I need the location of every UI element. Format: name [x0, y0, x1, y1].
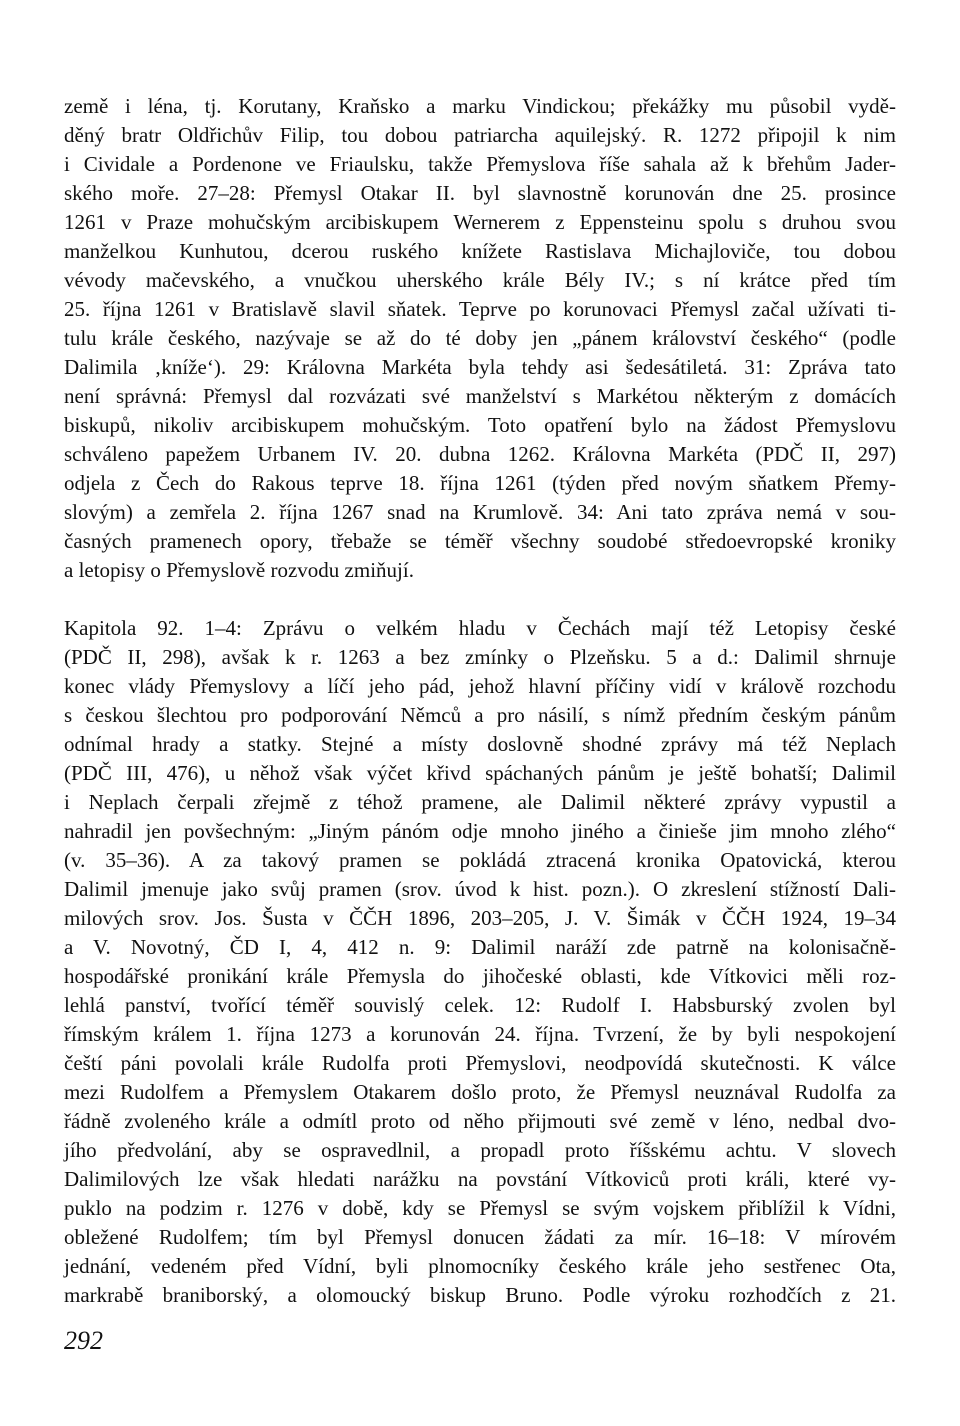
text-line: schváleno papežem Urbanem IV. 20. dubna 1262. Královna Markéta (PDČ II, 297): [64, 442, 896, 466]
text-line: vévody mačevského, a vnučkou uherského krále Bély IV.; s ní krátce před tím: [64, 268, 896, 292]
chapter-heading-line: Kapitola 92. 1–4: Zprávu o velkém hladu v Čechách mají též Letopisy české: [64, 616, 896, 640]
text-line: není správná: Přemysl dal rozvázati své manželství s Markétou některým z domácích: [64, 384, 896, 408]
paragraph-chapter-92-notes: [64, 614, 896, 1310]
text-line: milových srov. Jos. Šusta v ČČH 1896, 203–205, J. V. Šimák v ČČH 1924, 19–34: [64, 906, 896, 930]
text-line: lehlá panství, tvořící téměř souvislý celek. 12: Rudolf I. Habsburský zvolen byl: [64, 993, 896, 1017]
text-line: země i léna, tj. Korutany, Kraňsko a marku Vindickou; překážky mu působil vydě-: [64, 94, 896, 118]
text-line: časných pramenech opory, třebaže se téměř všechny soudobé středoevropské kroniky: [64, 529, 896, 553]
paragraph-chapter-91-notes: [64, 92, 896, 585]
text-line: odjela z Čech do Rakous teprve 18. října 1261 (týden před novým sňatkem Přemy-: [64, 471, 896, 495]
text-line: jího předvolání, aby se ospravedlnil, a propadl proto říšskému achtu. V slovech: [64, 1138, 896, 1162]
text-line: konec vlády Přemyslovy a líčí jeho pád, jehož hlavní příčiny vidí v králově rozchodu: [64, 674, 896, 698]
text-line: nahradil jen povšechným: „Jiným pánóm odje mnoho jiného a činieše jim mnoho zlého“: [64, 819, 896, 843]
text-line: slovým) a zemřela 2. října 1267 snad na Krumlově. 34: Ani tato zpráva nemá v sou-: [64, 500, 896, 524]
body-text: [64, 92, 896, 1310]
text-line: řádně zvoleného krále a odmítl proto od něho přijmouti své země v léno, nedbal dvo-: [64, 1109, 896, 1133]
text-line: mezi Rudolfem a Přemyslem Otakarem došlo proto, že Přemysl neuznával Rudolfa za: [64, 1080, 896, 1104]
text-line: puklo na podzim r. 1276 v době, kdy se Přemysl se svým vojskem přiblížil k Vídni,: [64, 1196, 896, 1220]
text-line: hospodářské pronikání krále Přemysla do jihočeské oblasti, kde Vítkovici měli roz-: [64, 964, 896, 988]
text-line: 1261 v Praze mohučským arcibiskupem Wernerem z Eppensteinu spolu s druhou svou: [64, 210, 896, 234]
text-line: (v. 35–36). A za takový pramen se pokládá ztracená kronika Opatovická, kterou: [64, 848, 896, 872]
text-line: odnímal hrady a statky. Stejné a místy doslovně shodné zprávy má též Neplach: [64, 732, 896, 756]
text-line: Dalimilových lze však hledati narážku na povstání Vítkoviců proti králi, které vy-: [64, 1167, 896, 1191]
text-line: (PDČ III, 476), u něhož však výčet křivd spáchaných pánům je ještě bohatší; Dalimil: [64, 761, 896, 785]
text-line: 25. října 1261 v Bratislavě slavil sňatek. Teprve po korunovaci Přemysl začal užívati ti-: [64, 297, 896, 321]
text-line: obležené Rudolfem; tím byl Přemysl donucen žádati za mír. 16–18: V mírovém: [64, 1225, 896, 1249]
text-line: s českou šlechtou pro podporování Němců a pro násilí, s nímž předním českým pánům: [64, 703, 896, 727]
text-line: Dalimil jmenuje jako svůj pramen (srov. úvod k hist. pozn.). O zkreslení stížností Dali-: [64, 877, 896, 901]
text-line: i Cividale a Pordenone ve Friaulsku, takže Přemyslova říše sahala až k břehům Jader-: [64, 152, 896, 176]
page-number: 292: [64, 1326, 103, 1355]
text-line: biskupů, nikoliv arcibiskupem mohučským. Toto opatření bylo na žádost Přemyslovu: [64, 413, 896, 437]
text-line: čeští páni povolali krále Rudolfa proti Přemyslovi, neodpovídá skutečnosti. K válce: [64, 1051, 896, 1075]
text-line: (PDČ II, 298), avšak k r. 1263 a bez zmínky o Plzeňsku. 5 a d.: Dalimil shrnuje: [64, 645, 896, 669]
text-line: tulu krále českého, nazývaje se až do té doby jen „pánem království českého“ (podle: [64, 326, 896, 350]
text-line: markrabě braniborský, a olomoucký biskup Bruno. Podle výroku rozhodčích z 21.: [64, 1283, 896, 1307]
text-line: a letopisy o Přemyslově rozvodu zmiňují.: [64, 558, 414, 582]
text-line: Dalimila ‚kníže‘). 29: Královna Markéta byla tehdy asi šedesátiletá. 31: Zpráva tato: [64, 355, 896, 379]
text-line: manželkou Kunhutou, dcerou ruského knížete Rastislava Michajloviče, tou dobou: [64, 239, 896, 263]
text-line: ského moře. 27–28: Přemysl Otakar II. byl slavnostně korunován dne 25. prosince: [64, 181, 896, 205]
text-line: a V. Novotný, ČD I, 4, 412 n. 9: Dalimil naráží zde patrně na kolonisačně-: [64, 935, 896, 959]
paragraph-gap: [64, 585, 896, 614]
text-line: římským králem 1. října 1273 a korunován 24. října. Tvrzení, že by byli nespokojení: [64, 1022, 896, 1046]
text-line: i Neplach čerpali zřejmě z téhož pramene, ale Dalimil některé zprávy vypustil a: [64, 790, 896, 814]
text-line: jednání, vedeném před Vídní, byli plnomocníky českého krále jeho sestřenec Ota,: [64, 1254, 896, 1278]
text-line: děný bratr Oldřichův Filip, tou dobou patriarcha aquilejský. R. 1272 připojil k nim: [64, 123, 896, 147]
